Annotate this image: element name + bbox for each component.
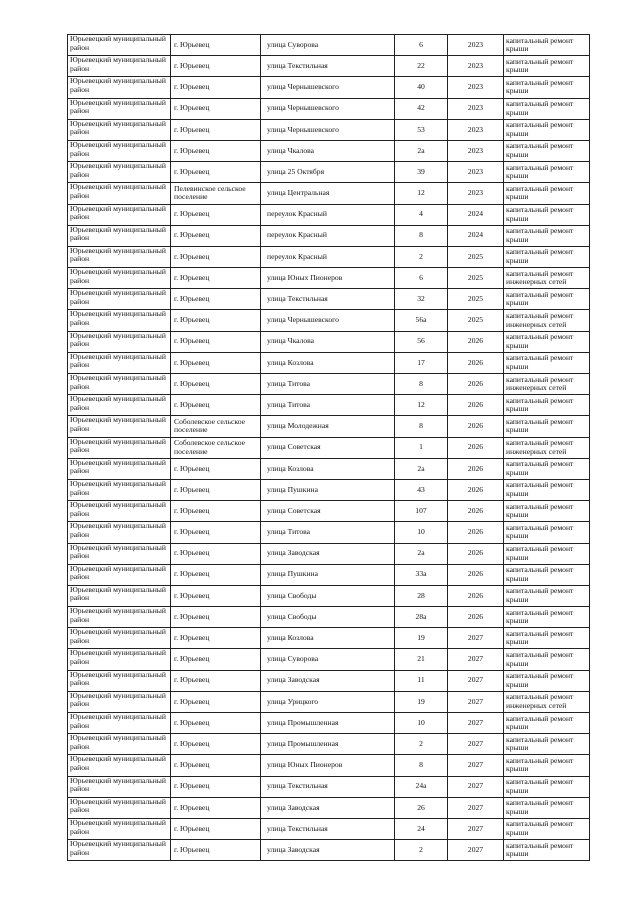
district-cell: Юрьевецкий муниципальный район <box>68 438 171 459</box>
street-cell: улица Козлова <box>261 459 395 480</box>
locality-cell: Соболевское сельское поселение <box>171 416 261 437</box>
table-row <box>68 205 590 226</box>
table-row <box>68 607 590 628</box>
year-cell: 2026 <box>448 332 504 353</box>
district-cell: Юрьевецкий муниципальный район <box>68 459 171 480</box>
year-cell: 2023 <box>448 120 504 141</box>
table-row <box>68 501 590 522</box>
locality-cell: г. Юрьевец <box>171 798 261 819</box>
street-cell: улица Чкалова <box>261 141 395 162</box>
work-type-cell: капитальный ремонт крыши <box>504 671 590 692</box>
district-cell: Юрьевецкий муниципальный район <box>68 332 171 353</box>
year-cell: 2026 <box>448 416 504 437</box>
district-cell: Юрьевецкий муниципальный район <box>68 416 171 437</box>
year-cell: 2023 <box>448 162 504 183</box>
street-cell: улица Пушкина <box>261 480 395 501</box>
street-cell: улица Заводская <box>261 544 395 565</box>
year-cell: 2023 <box>448 141 504 162</box>
table-row <box>68 777 590 798</box>
year-cell: 2027 <box>448 692 504 713</box>
locality-cell: г. Юрьевец <box>171 332 261 353</box>
work-type-cell: капитальный ремонт крыши <box>504 162 590 183</box>
house-number-cell: 53 <box>395 120 448 141</box>
district-cell: Юрьевецкий муниципальный район <box>68 99 171 120</box>
house-number-cell: 2а <box>395 459 448 480</box>
street-cell: улица Чкалова <box>261 332 395 353</box>
table-row <box>68 416 590 437</box>
street-cell: улица Центральная <box>261 183 395 204</box>
table-row <box>68 819 590 840</box>
year-cell: 2026 <box>448 586 504 607</box>
year-cell: 2026 <box>448 438 504 459</box>
locality-cell: г. Юрьевец <box>171 734 261 755</box>
street-cell: улица Суворова <box>261 35 395 56</box>
work-type-cell: капитальный ремонт крыши <box>504 840 590 861</box>
house-number-cell: 40 <box>395 77 448 98</box>
year-cell: 2027 <box>448 755 504 776</box>
table-row <box>68 692 590 713</box>
house-number-cell: 10 <box>395 522 448 543</box>
work-type-cell: капитальный ремонт крыши <box>504 183 590 204</box>
work-type-cell: капитальный ремонт крыши <box>504 332 590 353</box>
work-type-cell: капитальный ремонт крыши <box>504 607 590 628</box>
house-number-cell: 21 <box>395 649 448 670</box>
district-cell: Юрьевецкий муниципальный район <box>68 268 171 289</box>
year-cell: 2026 <box>448 353 504 374</box>
locality-cell: г. Юрьевец <box>171 628 261 649</box>
year-cell: 2027 <box>448 713 504 734</box>
locality-cell: г. Юрьевец <box>171 35 261 56</box>
locality-cell: г. Юрьевец <box>171 713 261 734</box>
table-row <box>68 459 590 480</box>
street-cell: улица Козлова <box>261 353 395 374</box>
locality-cell: г. Юрьевец <box>171 459 261 480</box>
district-cell: Юрьевецкий муниципальный район <box>68 522 171 543</box>
year-cell: 2023 <box>448 56 504 77</box>
table-row <box>68 56 590 77</box>
house-number-cell: 22 <box>395 56 448 77</box>
year-cell: 2025 <box>448 289 504 310</box>
table-row <box>68 247 590 268</box>
year-cell: 2025 <box>448 268 504 289</box>
year-cell: 2024 <box>448 226 504 247</box>
work-type-cell: капитальный ремонт крыши <box>504 289 590 310</box>
work-type-cell: капитальный ремонт инженерных сетей <box>504 268 590 289</box>
house-number-cell: 4 <box>395 205 448 226</box>
house-number-cell: 6 <box>395 35 448 56</box>
street-cell: улица Пушкина <box>261 565 395 586</box>
work-type-cell: капитальный ремонт инженерных сетей <box>504 438 590 459</box>
house-number-cell: 24 <box>395 819 448 840</box>
table-row <box>68 522 590 543</box>
house-number-cell: 28а <box>395 607 448 628</box>
table-row <box>68 840 590 861</box>
year-cell: 2026 <box>448 544 504 565</box>
table-row <box>68 310 590 331</box>
work-type-cell: капитальный ремонт крыши <box>504 395 590 416</box>
locality-cell: г. Юрьевец <box>171 671 261 692</box>
street-cell: улица Свободы <box>261 607 395 628</box>
year-cell: 2023 <box>448 99 504 120</box>
district-cell: Юрьевецкий муниципальный район <box>68 247 171 268</box>
street-cell: улица Заводская <box>261 671 395 692</box>
year-cell: 2027 <box>448 628 504 649</box>
house-number-cell: 56 <box>395 332 448 353</box>
year-cell: 2027 <box>448 819 504 840</box>
locality-cell: г. Юрьевец <box>171 755 261 776</box>
locality-cell: г. Юрьевец <box>171 586 261 607</box>
table-row <box>68 438 590 459</box>
work-type-cell: капитальный ремонт крыши <box>504 734 590 755</box>
locality-cell: г. Юрьевец <box>171 268 261 289</box>
street-cell: улица Юных Пионеров <box>261 268 395 289</box>
district-cell: Юрьевецкий муниципальный район <box>68 586 171 607</box>
table-row <box>68 353 590 374</box>
work-type-cell: капитальный ремонт крыши <box>504 819 590 840</box>
year-cell: 2027 <box>448 734 504 755</box>
district-cell: Юрьевецкий муниципальный район <box>68 120 171 141</box>
district-cell: Юрьевецкий муниципальный район <box>68 77 171 98</box>
district-cell: Юрьевецкий муниципальный район <box>68 671 171 692</box>
house-number-cell: 42 <box>395 99 448 120</box>
locality-cell: г. Юрьевец <box>171 77 261 98</box>
house-number-cell: 107 <box>395 501 448 522</box>
district-cell: Юрьевецкий муниципальный район <box>68 374 171 395</box>
street-cell: переулок Красный <box>261 247 395 268</box>
table-row <box>68 77 590 98</box>
work-type-cell: капитальный ремонт крыши <box>504 99 590 120</box>
street-cell: улица Промышленная <box>261 713 395 734</box>
street-cell: улица Советская <box>261 438 395 459</box>
table-row <box>68 162 590 183</box>
locality-cell: г. Юрьевец <box>171 120 261 141</box>
work-type-cell: капитальный ремонт крыши <box>504 565 590 586</box>
year-cell: 2023 <box>448 35 504 56</box>
district-cell: Юрьевецкий муниципальный район <box>68 480 171 501</box>
house-number-cell: 8 <box>395 755 448 776</box>
year-cell: 2026 <box>448 395 504 416</box>
year-cell: 2025 <box>448 310 504 331</box>
table-row <box>68 755 590 776</box>
table-row <box>68 734 590 755</box>
table-row <box>68 374 590 395</box>
table-row <box>68 226 590 247</box>
house-number-cell: 8 <box>395 226 448 247</box>
year-cell: 2023 <box>448 183 504 204</box>
year-cell: 2023 <box>448 77 504 98</box>
street-cell: улица Советская <box>261 501 395 522</box>
work-type-cell: капитальный ремонт крыши <box>504 247 590 268</box>
work-type-cell: капитальный ремонт крыши <box>504 544 590 565</box>
house-number-cell: 39 <box>395 162 448 183</box>
locality-cell: г. Юрьевец <box>171 99 261 120</box>
year-cell: 2024 <box>448 205 504 226</box>
street-cell: улица Чернышевского <box>261 99 395 120</box>
work-type-cell: капитальный ремонт крыши <box>504 649 590 670</box>
district-cell: Юрьевецкий муниципальный район <box>68 692 171 713</box>
year-cell: 2027 <box>448 649 504 670</box>
table-row <box>68 798 590 819</box>
district-cell: Юрьевецкий муниципальный район <box>68 35 171 56</box>
work-type-cell: капитальный ремонт крыши <box>504 777 590 798</box>
locality-cell: г. Юрьевец <box>171 289 261 310</box>
work-type-cell: капитальный ремонт крыши <box>504 459 590 480</box>
house-number-cell: 2 <box>395 247 448 268</box>
house-number-cell: 11 <box>395 671 448 692</box>
locality-cell: г. Юрьевец <box>171 247 261 268</box>
street-cell: улица Молодежная <box>261 416 395 437</box>
locality-cell: г. Юрьевец <box>171 162 261 183</box>
year-cell: 2026 <box>448 459 504 480</box>
locality-cell: г. Юрьевец <box>171 310 261 331</box>
house-number-cell: 6 <box>395 268 448 289</box>
table-row <box>68 289 590 310</box>
street-cell: улица Урицкого <box>261 692 395 713</box>
locality-cell: Пелевинское сельское поселение <box>171 183 261 204</box>
year-cell: 2026 <box>448 480 504 501</box>
house-number-cell: 8 <box>395 416 448 437</box>
district-cell: Юрьевецкий муниципальный район <box>68 205 171 226</box>
locality-cell: г. Юрьевец <box>171 840 261 861</box>
house-number-cell: 26 <box>395 798 448 819</box>
district-cell: Юрьевецкий муниципальный район <box>68 141 171 162</box>
locality-cell: г. Юрьевец <box>171 226 261 247</box>
house-number-cell: 19 <box>395 692 448 713</box>
table-row <box>68 99 590 120</box>
house-number-cell: 56а <box>395 310 448 331</box>
district-cell: Юрьевецкий муниципальный район <box>68 289 171 310</box>
work-type-cell: капитальный ремонт инженерных сетей <box>504 310 590 331</box>
table-row <box>68 120 590 141</box>
district-cell: Юрьевецкий муниципальный район <box>68 819 171 840</box>
locality-cell: г. Юрьевец <box>171 607 261 628</box>
table-row <box>68 565 590 586</box>
house-number-cell: 10 <box>395 713 448 734</box>
year-cell: 2026 <box>448 522 504 543</box>
table-row <box>68 183 590 204</box>
table-row <box>68 268 590 289</box>
locality-cell: г. Юрьевец <box>171 56 261 77</box>
locality-cell: г. Юрьевец <box>171 565 261 586</box>
work-type-cell: капитальный ремонт крыши <box>504 586 590 607</box>
locality-cell: г. Юрьевец <box>171 649 261 670</box>
street-cell: улица Титова <box>261 374 395 395</box>
house-number-cell: 8 <box>395 374 448 395</box>
work-type-cell: капитальный ремонт крыши <box>504 416 590 437</box>
house-number-cell: 2 <box>395 840 448 861</box>
district-cell: Юрьевецкий муниципальный район <box>68 162 171 183</box>
street-cell: улица Суворова <box>261 649 395 670</box>
district-cell: Юрьевецкий муниципальный район <box>68 755 171 776</box>
house-number-cell: 28 <box>395 586 448 607</box>
street-cell: улица 25 Октября <box>261 162 395 183</box>
table-row <box>68 480 590 501</box>
work-type-cell: капитальный ремонт крыши <box>504 205 590 226</box>
work-type-cell: капитальный ремонт крыши <box>504 713 590 734</box>
work-type-cell: капитальный ремонт крыши <box>504 522 590 543</box>
street-cell: улица Чернышевского <box>261 120 395 141</box>
street-cell: улица Текстильная <box>261 819 395 840</box>
district-cell: Юрьевецкий муниципальный район <box>68 840 171 861</box>
house-number-cell: 12 <box>395 183 448 204</box>
year-cell: 2025 <box>448 247 504 268</box>
work-type-cell: капитальный ремонт крыши <box>504 755 590 776</box>
work-type-cell: капитальный ремонт инженерных сетей <box>504 374 590 395</box>
district-cell: Юрьевецкий муниципальный район <box>68 226 171 247</box>
table-row <box>68 628 590 649</box>
street-cell: улица Козлова <box>261 628 395 649</box>
district-cell: Юрьевецкий муниципальный район <box>68 395 171 416</box>
work-type-cell: капитальный ремонт крыши <box>504 226 590 247</box>
repair-schedule-table <box>67 34 590 861</box>
street-cell: переулок Красный <box>261 205 395 226</box>
work-type-cell: капитальный ремонт крыши <box>504 501 590 522</box>
table-row <box>68 671 590 692</box>
locality-cell: г. Юрьевец <box>171 501 261 522</box>
district-cell: Юрьевецкий муниципальный район <box>68 501 171 522</box>
table-row <box>68 35 590 56</box>
table-row <box>68 544 590 565</box>
year-cell: 2027 <box>448 777 504 798</box>
house-number-cell: 12 <box>395 395 448 416</box>
work-type-cell: капитальный ремонт крыши <box>504 628 590 649</box>
district-cell: Юрьевецкий муниципальный район <box>68 649 171 670</box>
work-type-cell: капитальный ремонт крыши <box>504 353 590 374</box>
year-cell: 2026 <box>448 607 504 628</box>
house-number-cell: 32 <box>395 289 448 310</box>
work-type-cell: капитальный ремонт инженерных сетей <box>504 692 590 713</box>
district-cell: Юрьевецкий муниципальный район <box>68 777 171 798</box>
locality-cell: г. Юрьевец <box>171 777 261 798</box>
table-row <box>68 332 590 353</box>
locality-cell: г. Юрьевец <box>171 522 261 543</box>
house-number-cell: 24а <box>395 777 448 798</box>
street-cell: улица Текстильная <box>261 56 395 77</box>
year-cell: 2027 <box>448 840 504 861</box>
work-type-cell: капитальный ремонт крыши <box>504 56 590 77</box>
locality-cell: г. Юрьевец <box>171 480 261 501</box>
year-cell: 2026 <box>448 501 504 522</box>
street-cell: улица Текстильная <box>261 289 395 310</box>
street-cell: улица Текстильная <box>261 777 395 798</box>
district-cell: Юрьевецкий муниципальный район <box>68 56 171 77</box>
house-number-cell: 19 <box>395 628 448 649</box>
district-cell: Юрьевецкий муниципальный район <box>68 353 171 374</box>
locality-cell: г. Юрьевец <box>171 353 261 374</box>
work-type-cell: капитальный ремонт крыши <box>504 798 590 819</box>
street-cell: улица Свободы <box>261 586 395 607</box>
house-number-cell: 2а <box>395 141 448 162</box>
street-cell: переулок Красный <box>261 226 395 247</box>
work-type-cell: капитальный ремонт крыши <box>504 35 590 56</box>
locality-cell: г. Юрьевец <box>171 544 261 565</box>
street-cell: улица Чернышевского <box>261 77 395 98</box>
district-cell: Юрьевецкий муниципальный район <box>68 713 171 734</box>
street-cell: улица Заводская <box>261 840 395 861</box>
street-cell: улица Заводская <box>261 798 395 819</box>
street-cell: улица Юных Пионеров <box>261 755 395 776</box>
work-type-cell: капитальный ремонт крыши <box>504 480 590 501</box>
locality-cell: г. Юрьевец <box>171 374 261 395</box>
year-cell: 2027 <box>448 798 504 819</box>
district-cell: Юрьевецкий муниципальный район <box>68 798 171 819</box>
locality-cell: г. Юрьевец <box>171 205 261 226</box>
district-cell: Юрьевецкий муниципальный район <box>68 565 171 586</box>
house-number-cell: 33а <box>395 565 448 586</box>
table-row <box>68 141 590 162</box>
house-number-cell: 17 <box>395 353 448 374</box>
locality-cell: г. Юрьевец <box>171 692 261 713</box>
table-row <box>68 586 590 607</box>
table-row <box>68 713 590 734</box>
house-number-cell: 43 <box>395 480 448 501</box>
locality-cell: г. Юрьевец <box>171 819 261 840</box>
street-cell: улица Чернышевского <box>261 310 395 331</box>
street-cell: улица Титова <box>261 395 395 416</box>
work-type-cell: капитальный ремонт крыши <box>504 141 590 162</box>
street-cell: улица Промышленная <box>261 734 395 755</box>
house-number-cell: 2 <box>395 734 448 755</box>
district-cell: Юрьевецкий муниципальный район <box>68 607 171 628</box>
street-cell: улица Титова <box>261 522 395 543</box>
locality-cell: г. Юрьевец <box>171 395 261 416</box>
locality-cell: г. Юрьевец <box>171 141 261 162</box>
district-cell: Юрьевецкий муниципальный район <box>68 544 171 565</box>
table-row <box>68 395 590 416</box>
district-cell: Юрьевецкий муниципальный район <box>68 183 171 204</box>
district-cell: Юрьевецкий муниципальный район <box>68 628 171 649</box>
house-number-cell: 1 <box>395 438 448 459</box>
locality-cell: Соболевское сельское поселение <box>171 438 261 459</box>
table-row <box>68 649 590 670</box>
work-type-cell: капитальный ремонт крыши <box>504 120 590 141</box>
house-number-cell: 2а <box>395 544 448 565</box>
year-cell: 2026 <box>448 374 504 395</box>
year-cell: 2026 <box>448 565 504 586</box>
year-cell: 2027 <box>448 671 504 692</box>
district-cell: Юрьевецкий муниципальный район <box>68 734 171 755</box>
work-type-cell: капитальный ремонт крыши <box>504 77 590 98</box>
district-cell: Юрьевецкий муниципальный район <box>68 310 171 331</box>
